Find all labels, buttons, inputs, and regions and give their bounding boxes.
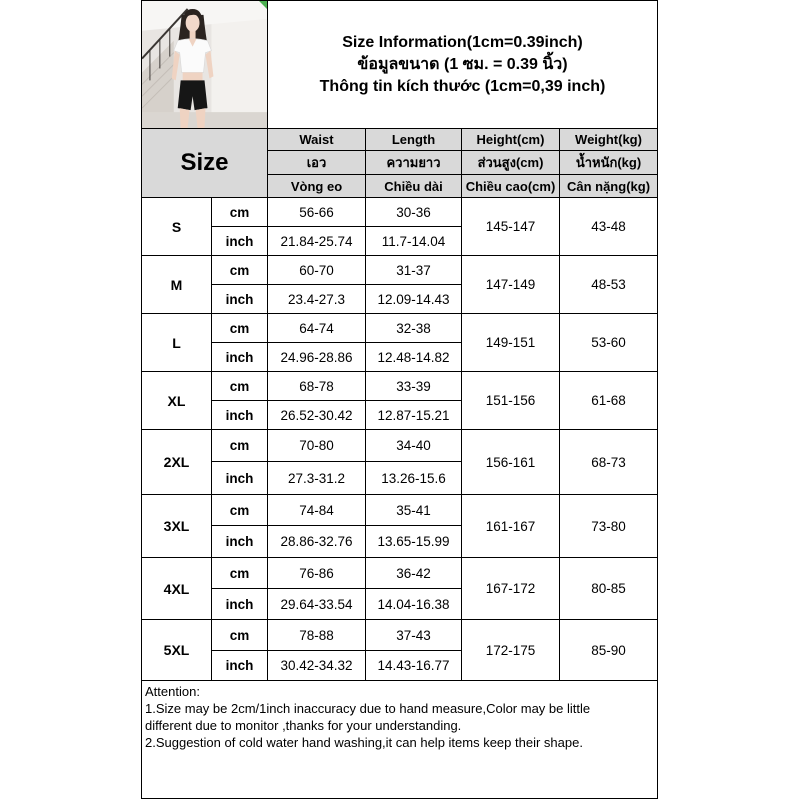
column-header-weight-en: Weight(kg) [560, 129, 658, 151]
length-cm-cell: 36-42 [366, 558, 462, 589]
title-thai: ข้อมูลขนาด (1 ซม. = 0.39 นิ้ว) [357, 55, 568, 73]
waist-inch-cell: 27.3-31.2 [268, 462, 366, 495]
attention-heading: Attention: [145, 684, 200, 699]
unit-label-inch: inch [212, 285, 268, 314]
unit-label-cm: cm [212, 198, 268, 227]
unit-label-inch: inch [212, 462, 268, 495]
unit-label-inch: inch [212, 227, 268, 256]
title-vietnamese: Thông tin kích thước (1cm=0,39 inch) [319, 77, 606, 95]
unit-label-inch: inch [212, 651, 268, 681]
waist-inch-cell: 29.64-33.54 [268, 589, 366, 620]
size-label: S [142, 198, 212, 256]
column-header-height-en: Height(cm) [462, 129, 560, 151]
waist-cm-cell: 78-88 [268, 620, 366, 651]
length-cm-cell: 35-41 [366, 495, 462, 526]
height-cell: 156-161 [462, 430, 560, 495]
waist-inch-cell: 24.96-28.86 [268, 343, 366, 372]
size-label: 2XL [142, 430, 212, 495]
model-photo [142, 1, 268, 129]
length-cm-cell: 31-37 [366, 256, 462, 285]
unit-label-cm: cm [212, 314, 268, 343]
waist-inch-cell: 23.4-27.3 [268, 285, 366, 314]
unit-label-cm: cm [212, 256, 268, 285]
weight-cell: 73-80 [560, 495, 658, 558]
size-chart-table [141, 0, 658, 799]
column-header-waist-vi: Vòng eo [268, 175, 366, 198]
attention-line: 2.Suggestion of cold water hand washing,it can help items keep their shape. [145, 735, 583, 750]
length-inch-cell: 14.43-16.77 [366, 651, 462, 681]
waist-inch-cell: 21.84-25.74 [268, 227, 366, 256]
model-photo-image [142, 1, 267, 128]
unit-label-cm: cm [212, 620, 268, 651]
weight-cell: 61-68 [560, 372, 658, 430]
column-header-length-vi: Chiều dài [366, 175, 462, 198]
weight-cell: 48-53 [560, 256, 658, 314]
column-header-height-th: ส่วนสูง(cm) [462, 151, 560, 175]
unit-label-cm: cm [212, 430, 268, 462]
length-cm-cell: 32-38 [366, 314, 462, 343]
length-inch-cell: 12.09-14.43 [366, 285, 462, 314]
height-cell: 149-151 [462, 314, 560, 372]
attention-note [142, 681, 658, 799]
length-cm-cell: 30-36 [366, 198, 462, 227]
attention-line: different due to monitor ,thanks for your understanding. [145, 718, 462, 733]
waist-cm-cell: 76-86 [268, 558, 366, 589]
column-header-weight-th: น้ำหนัก(kg) [560, 151, 658, 175]
waist-inch-cell: 30.42-34.32 [268, 651, 366, 681]
height-cell: 167-172 [462, 558, 560, 620]
waist-cm-cell: 60-70 [268, 256, 366, 285]
title-english: Size Information(1cm=0.39inch) [342, 33, 583, 51]
size-column-header: Size [142, 129, 268, 198]
unit-label-inch: inch [212, 401, 268, 430]
height-cell: 161-167 [462, 495, 560, 558]
waist-inch-cell: 26.52-30.42 [268, 401, 366, 430]
waist-cm-cell: 56-66 [268, 198, 366, 227]
size-label: 4XL [142, 558, 212, 620]
waist-cm-cell: 68-78 [268, 372, 366, 401]
size-label: L [142, 314, 212, 372]
column-header-length-en: Length [366, 129, 462, 151]
unit-label-cm: cm [212, 495, 268, 526]
column-header-waist-en: Waist [268, 129, 366, 151]
weight-cell: 80-85 [560, 558, 658, 620]
column-header-height-vi: Chiều cao(cm) [462, 175, 560, 198]
size-information-header [268, 1, 658, 129]
weight-cell: 85-90 [560, 620, 658, 681]
length-cm-cell: 34-40 [366, 430, 462, 462]
weight-cell: 53-60 [560, 314, 658, 372]
column-header-weight-vi: Cân nặng(kg) [560, 175, 658, 198]
height-cell: 145-147 [462, 198, 560, 256]
unit-label-inch: inch [212, 589, 268, 620]
attention-line: 1.Size may be 2cm/1inch inaccuracy due to hand measure,Color may be little [145, 701, 591, 716]
weight-cell: 43-48 [560, 198, 658, 256]
length-inch-cell: 12.48-14.82 [366, 343, 462, 372]
unit-label-cm: cm [212, 372, 268, 401]
size-label: 3XL [142, 495, 212, 558]
length-inch-cell: 11.7-14.04 [366, 227, 462, 256]
waist-cm-cell: 70-80 [268, 430, 366, 462]
length-cm-cell: 33-39 [366, 372, 462, 401]
size-label: 5XL [142, 620, 212, 681]
waist-inch-cell: 28.86-32.76 [268, 526, 366, 558]
waist-cm-cell: 64-74 [268, 314, 366, 343]
length-inch-cell: 14.04-16.38 [366, 589, 462, 620]
length-inch-cell: 13.26-15.6 [366, 462, 462, 495]
unit-label-inch: inch [212, 343, 268, 372]
size-label: M [142, 256, 212, 314]
height-cell: 172-175 [462, 620, 560, 681]
weight-cell: 68-73 [560, 430, 658, 495]
length-inch-cell: 12.87-15.21 [366, 401, 462, 430]
column-header-waist-th: เอว [268, 151, 366, 175]
column-header-length-th: ความยาว [366, 151, 462, 175]
waist-cm-cell: 74-84 [268, 495, 366, 526]
height-cell: 147-149 [462, 256, 560, 314]
height-cell: 151-156 [462, 372, 560, 430]
unit-label-inch: inch [212, 526, 268, 558]
length-cm-cell: 37-43 [366, 620, 462, 651]
size-label: XL [142, 372, 212, 430]
length-inch-cell: 13.65-15.99 [366, 526, 462, 558]
unit-label-cm: cm [212, 558, 268, 589]
